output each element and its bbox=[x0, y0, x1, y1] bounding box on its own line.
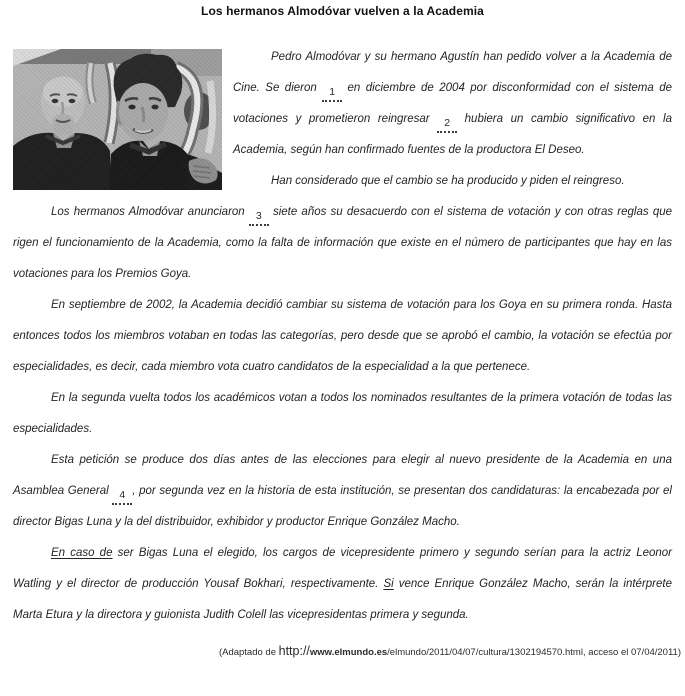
almodovar-brothers-photo bbox=[13, 49, 222, 190]
article-body bbox=[13, 197, 672, 631]
article-title: Los hermanos Almodóvar vuelven a la Academia bbox=[201, 4, 484, 18]
gap-blank-3: 3 bbox=[249, 211, 269, 226]
photo-illustration bbox=[13, 49, 222, 190]
intro-paragraphs bbox=[233, 42, 672, 197]
source-url-path: /elmundo/2011/04/07/cultura/1302194570.html bbox=[387, 647, 583, 658]
lead-section bbox=[13, 49, 672, 197]
paragraph: En la segunda vuelta todos los académicos votan a todos los nominados resultantes de la primera votación de todas las especialidades. bbox=[13, 392, 672, 435]
gap-blank-4: 4 bbox=[112, 490, 132, 505]
source-suffix: , acceso el 07/04/2011) bbox=[582, 647, 681, 658]
paragraph: En septiembre de 2002, la Academia decidió cambiar su sistema de votación para los Goya en su primera ronda. Hasta entonces todos los miembros votaban en todas las categorías, pero desde que se aprobó el cambio, la votación se efectúa por especialidades, es decir, cada miembro vota cuatro candidatos de la especialidad a la que pertenece. bbox=[13, 299, 672, 373]
underlined-text: Si bbox=[383, 578, 394, 590]
paragraph: Los hermanos Almodóvar anunciaron 3 siete años su desacuerdo con el sistema de votación y con otras reglas que rigen el funcionamiento de la Academia, como la falta de información que existe en el número de participantes que hay en las votaciones para los Premios Goya. bbox=[13, 206, 673, 280]
gap-blank-2: 2 bbox=[437, 118, 457, 133]
source-citation bbox=[13, 644, 681, 658]
paragraph: En caso de ser Bigas Luna el elegido, los cargos de vicepresidente primero y segundo serían para la actriz Leonor Watling y el director de producción Yousaf Bokhari, respectivamente. Si vence Enrique González Macho, serán la intérprete Marta Etura y la directora y guionista Judith Colell las vicepresidentas primera y segunda. bbox=[13, 547, 673, 621]
paragraph: Pedro Almodóvar y su hermano Agustín han pedido volver a la Academia de Cine. Se dieron 1 en diciembre de 2004 por disconformidad con el sistema de votaciones y prometieron reingresar 2 hubiera un cambio significativo en la Academia, según han confirmado fuentes de la productora El Deseo. bbox=[233, 51, 673, 156]
source-url-scheme: http:// bbox=[278, 644, 310, 658]
underlined-text: En caso de bbox=[51, 547, 113, 559]
paragraph: Esta petición se produce dos días antes de las elecciones para elegir al nuevo presidente de la Academia en una Asamblea General 4 , por segunda vez en la historia de esta institución, se presentan dos candidaturas: la encabezada por el director Bigas Luna y la del distribuidor, exhibidor y productor Enrique González Macho. bbox=[13, 454, 672, 528]
gap-blank-1: 1 bbox=[322, 87, 342, 102]
source-url-domain: www.elmundo.es bbox=[309, 647, 388, 658]
paragraph: Han considerado que el cambio se ha producido y piden el reingreso. bbox=[271, 175, 625, 187]
source-prefix: (Adaptado de bbox=[218, 647, 279, 658]
